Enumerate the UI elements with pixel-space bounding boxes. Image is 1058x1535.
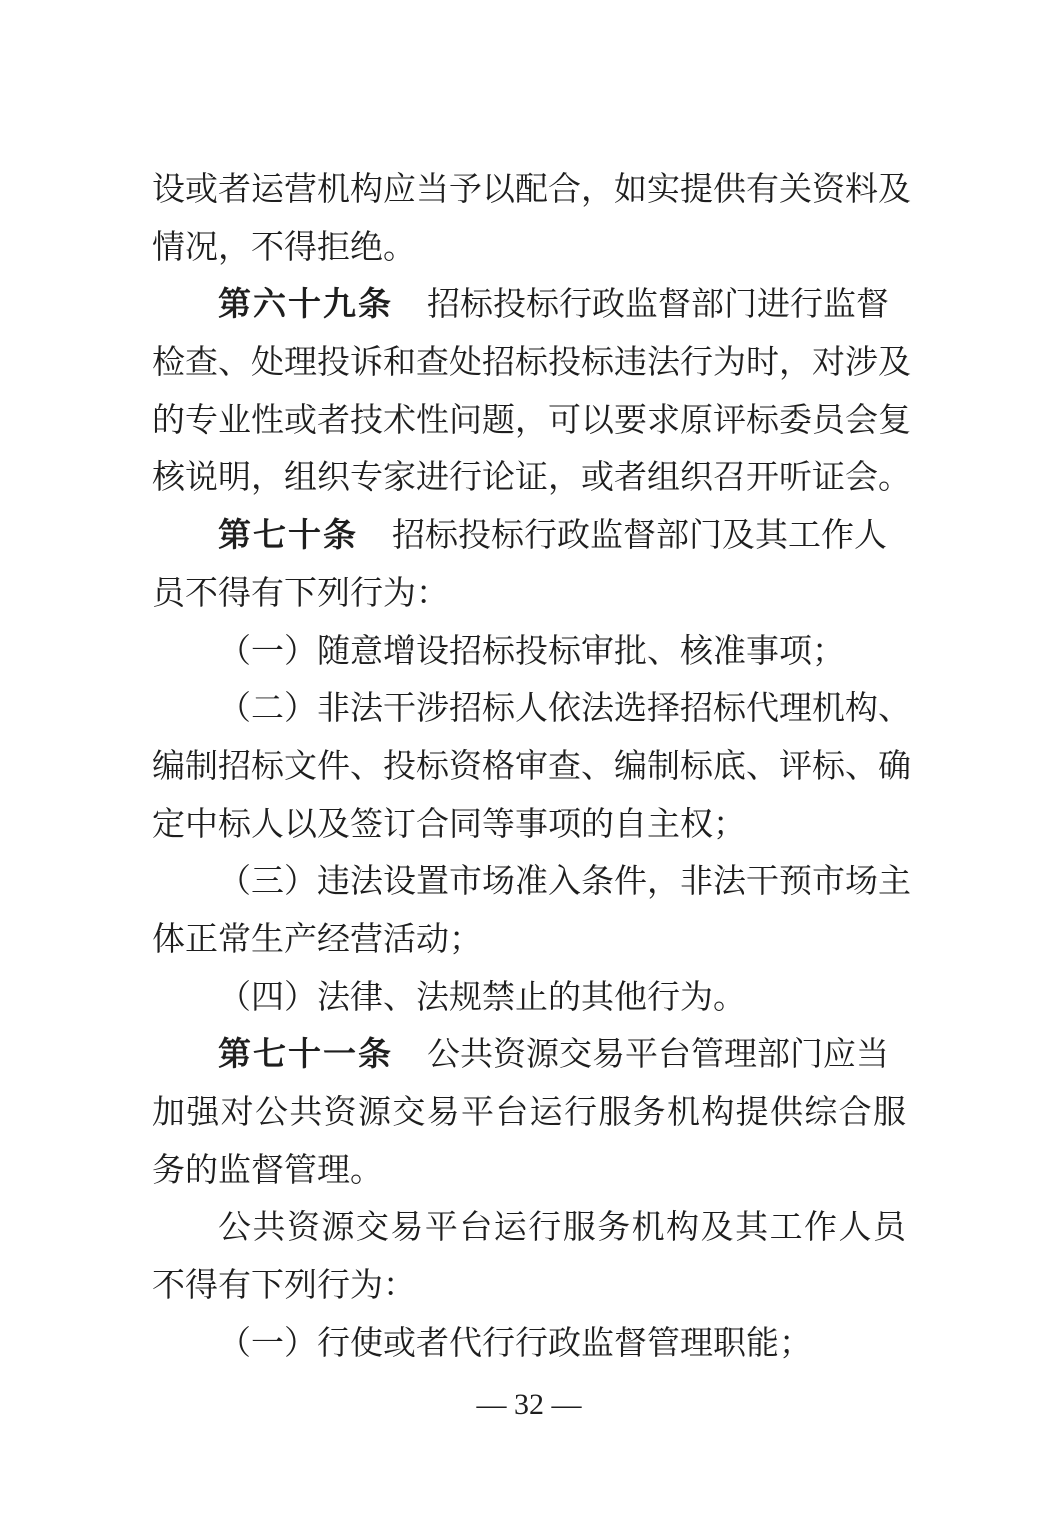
- text-line: 检查、处理投诉和查处招标投标违法行为时，对涉及: [152, 342, 911, 382]
- text-line: 招标投标行政监督部门及其工作人: [392, 515, 887, 555]
- text-line: 务的监督管理。: [152, 1149, 383, 1189]
- list-item: （四）法律、法规禁止的其他行为。: [218, 976, 746, 1016]
- list-item: （三）违法设置市场准入条件，非法干预市场主: [218, 861, 911, 901]
- text-line: 体正常生产经营活动；: [152, 918, 482, 958]
- article-71-line: [152, 1025, 906, 1083]
- text-line: 定中标人以及签订合同等事项的自主权；: [152, 803, 746, 843]
- article-69-heading: 第六十九条: [218, 284, 393, 324]
- text-line: 不得有下列行为：: [152, 1265, 416, 1305]
- text-line: 加强对公共资源交易平台运行服务机构提供综合服: [152, 1092, 906, 1131]
- text-line: 设或者运营机构应当予以配合，如实提供有关资料及: [152, 169, 911, 208]
- article-70-heading: 第七十条: [218, 515, 358, 555]
- document-body: [152, 160, 911, 1371]
- text-line: 情况，不得拒绝。: [152, 226, 416, 266]
- text-line: 的专业性或者技术性问题，可以要求原评标委员会复: [152, 399, 911, 439]
- article-69-line: [152, 275, 906, 333]
- paragraph-line: 公共资源交易平台运行服务机构及其工作人员: [218, 1207, 906, 1247]
- list-item: （一）随意增设招标投标审批、核准事项；: [218, 630, 845, 670]
- list-item: （一）行使或者代行行政监督管理职能；: [218, 1322, 812, 1362]
- text-line: 编制招标文件、投标资格审查、编制标底、评标、确: [152, 745, 911, 785]
- text-line: 公共资源交易平台管理部门应当: [427, 1034, 889, 1074]
- text-line: 员不得有下列行为：: [152, 572, 449, 612]
- article-71-heading: 第七十一条: [218, 1034, 393, 1074]
- page-number: — 32 —: [476, 1388, 582, 1421]
- article-70-line: [152, 506, 906, 564]
- text-line: 招标投标行政监督部门进行监督: [427, 284, 889, 324]
- list-item: （二）非法干涉招标人依法选择招标代理机构、: [218, 688, 911, 728]
- text-line: 核说明，组织专家进行论证，或者组织召开听证会。: [152, 457, 911, 497]
